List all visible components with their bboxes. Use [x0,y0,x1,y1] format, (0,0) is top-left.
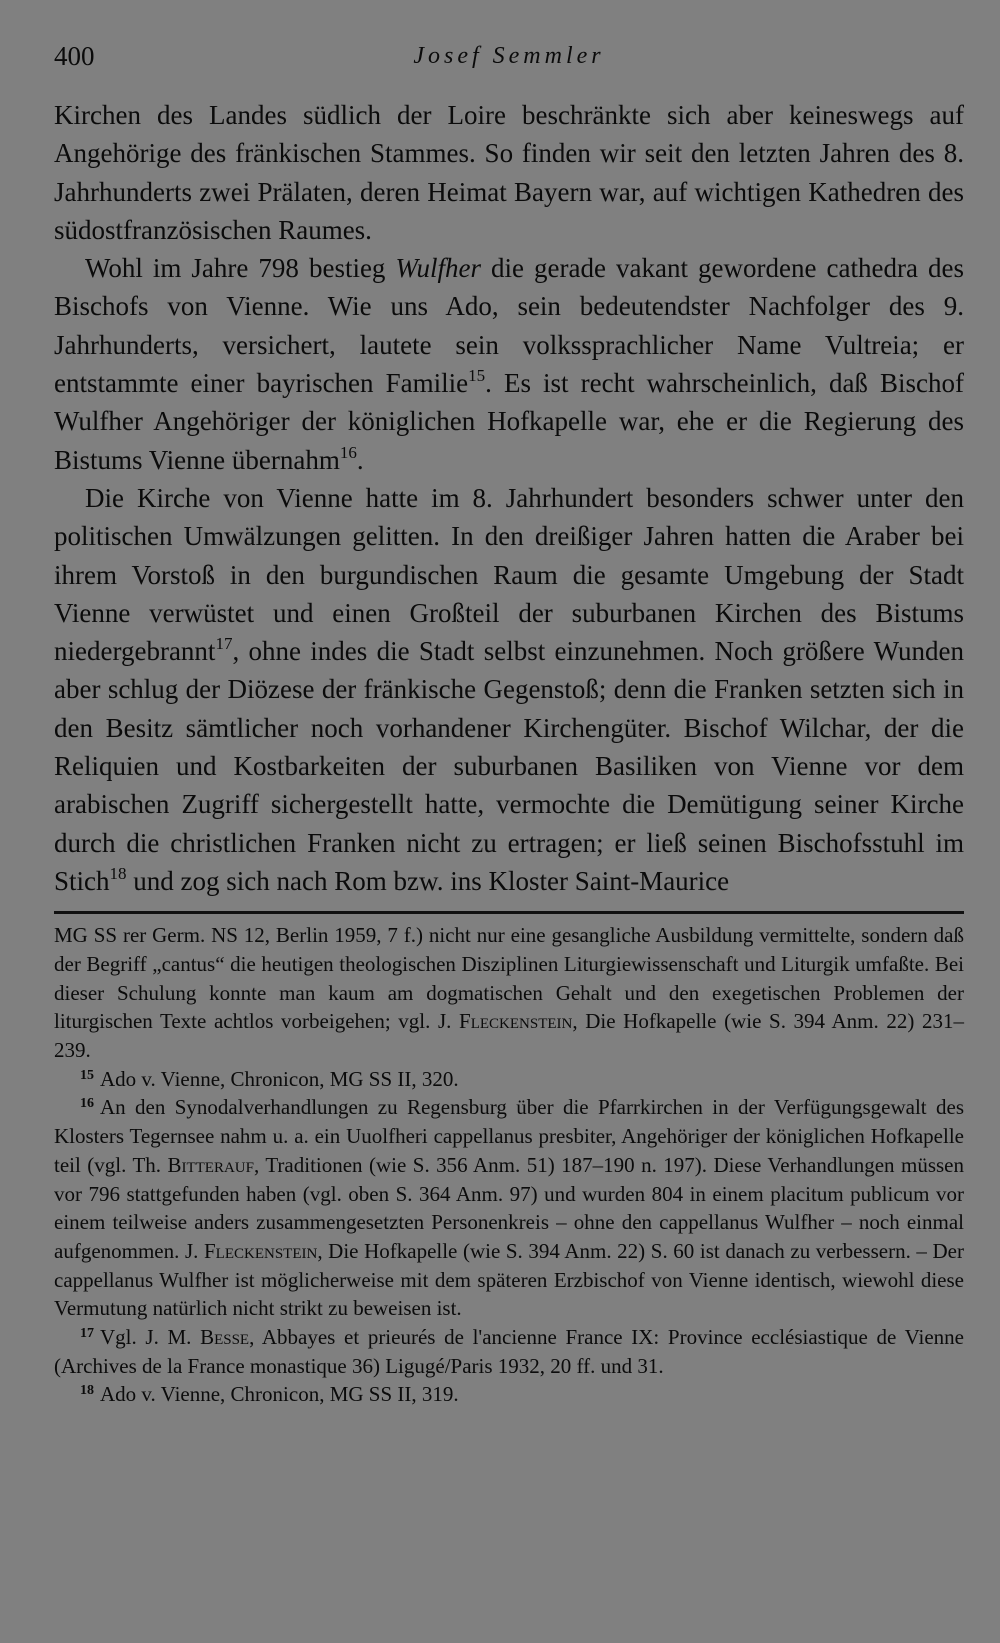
footnote-15-text: Ado v. Vienne, Chronicon, MG SS II, 320. [100,1066,459,1091]
footnote-number: 17 [80,1326,94,1342]
paragraph-3-text-b: , ohne indes die Stadt selbst einzunehmen. Noch größere Wunden aber schlug der Diözese der fränkische Gegenstoß; denn die Franken setzten sich in den Besitz sämtlicher noch vorhandener Kirchengüter. Bischof Wilchar, der die Reliquien und Kostbarkeiten der suburbanen Basiliken von Vienne vor dem arabischen Zugriff sichergestellt hatte, vermochte die Demütigung seiner Kirche durch die christlichen Franken nicht zu ertragen; er ließ seinen Bischofsstuhl im Stich [54,636,964,896]
main-text [54,96,964,900]
paragraph-3-text-c: und zog sich nach Rom bzw. ins Kloster Saint-Maurice [126,865,730,896]
paragraph-1 [54,96,964,249]
footnote-16-text-b: , Traditionen (wie S. 356 Anm. 51) 187–190 n. 197). Diese Verhandlungen müssen vor 796 stattgefunden haben (vgl. oben S. 364 Anm. 97) und wurden 804 in einem placitum publicum vor einem teilweise anders zusammengesetzten Personenkreis – ohne den cappellanus Wulfher – noch einmal aufgenommen. J. [54,1152,964,1263]
footnote-ref-15[interactable]: 15 [468,366,486,386]
paragraph-2-text-c: . Es ist recht wahrscheinlich, daß Bischof Wulfher Angehöriger der königlichen Hofkapelle war, ehe er die Regierung des Bistums Vienne übernahm [54,368,964,475]
footnotes [54,921,964,1409]
paragraph-2-text-b: die gerade vakant gewordene cathedra des Bischofs von Vienne. Wie uns Ado, sein bedeutendster Nachfolger des 9. Jahrhunderts, versichert, lautete sein volkssprachlicher Name Vultreia; er entstammte einer bayrischen Familie [54,253,964,399]
author-name-smallcaps: Fleckenstein [203,1238,318,1263]
paragraph-2-text-d: . [356,444,364,475]
paragraph-2 [54,249,964,479]
paragraph-3 [54,479,964,900]
paragraph-2-text-a: Wohl im Jahre 798 bestieg [85,253,396,284]
footnote-17-text-b: , Abbayes et prieurés de l'ancienne France IX: Province ecclésiastique de Vienne (Archives de la France monastique 36) Ligugé/Paris 1932, 20 ff. und 31. [54,1325,964,1378]
footnote-divider [54,911,964,914]
footnote-number: 15 [80,1067,94,1083]
running-head-author: Josef Semmler [413,43,605,69]
footnote-ref-16[interactable]: 16 [339,442,357,462]
running-head [54,36,964,76]
author-name-smallcaps: Fleckenstein [459,1009,573,1034]
footnote-16-text-c: , Die Hofkapelle (wie S. 394 Anm. 22) S. 60 ist danach zu verbessern. – Der cappellanus Wulfher ist möglicherweise mit dem späteren Erzbischof von Vienne identisch, wiewohl diese Vermutung natürlich nicht strikt zu beweisen ist. [54,1238,964,1321]
author-name-smallcaps: Bitterauf [167,1152,254,1177]
footnote-17-text-a: Vgl. J. M. [100,1325,201,1350]
footnote-18 [54,1380,964,1409]
paragraph-3-text-a: Die Kirche von Vienne hatte im 8. Jahrhundert besonders schwer unter den politischen Umwälzungen gelitten. In den dreißiger Jahren hatten die Araber bei ihrem Vorstoß in den burgundischen Raum die gesamte Umgebung der Stadt Vienne verwüstet und einen Großteil der suburbanen Kirchen des Bistums niedergebrannt [54,482,964,667]
footnote-18-text: Ado v. Vienne, Chronicon, MG SS II, 319. [100,1382,459,1407]
footnote-ref-18[interactable]: 18 [109,863,127,883]
footnote-17 [54,1323,964,1380]
paragraph-1-text: Kirchen des Landes südlich der Loire beschränkte sich aber keineswegs auf Angehörige des fränkischen Stammes. So finden wir seit den letzten Jahren des 8. Jahrhunderts zwei Prälaten, deren Heimat Bayern war, auf wichtigen Kathedren des südostfranzösischen Raumes. [54,100,964,245]
footnote-16 [54,1093,964,1323]
footnote-continuation [54,921,964,1065]
footnote-ref-17[interactable]: 17 [215,634,233,654]
footnote-number: 18 [80,1383,94,1399]
footnote-15 [54,1065,964,1094]
footnote-continuation-text-a: MG SS rer Germ. NS 12, Berlin 1959, 7 f.) nicht nur eine gesangliche Ausbildung vermittelte, sondern daß der Begriff „cantus“ die heutigen theologischen Disziplinen Liturgiewissenschaft und Liturgik umfaßte. Bei dieser Schulung konnte man kaum am dogmatischen Gehalt und den exegetischen Problemen der liturgischen Texte achtlos vorbeigehen; vgl. J. [54,923,964,1034]
page-number: 400 [54,41,95,71]
person-name-wulfher: Wulfher [395,253,481,284]
footnote-number: 16 [80,1096,94,1112]
footnote-16-text-a: An den Synodalverhandlungen zu Regensburg über die Pfarrkirchen in der Verfügungsgewalt des Klosters Tegernsee nahm u. a. ein Uuolfheri cappellanus presbiter, Angehöriger der königlichen Hofkapelle teil (vgl. Th. [54,1095,964,1177]
book-page [54,36,964,1636]
author-name-smallcaps: Besse [200,1325,250,1350]
footnote-continuation-text-b: , Die Hofkapelle (wie S. 394 Anm. 22) 231–239. [54,1009,964,1063]
